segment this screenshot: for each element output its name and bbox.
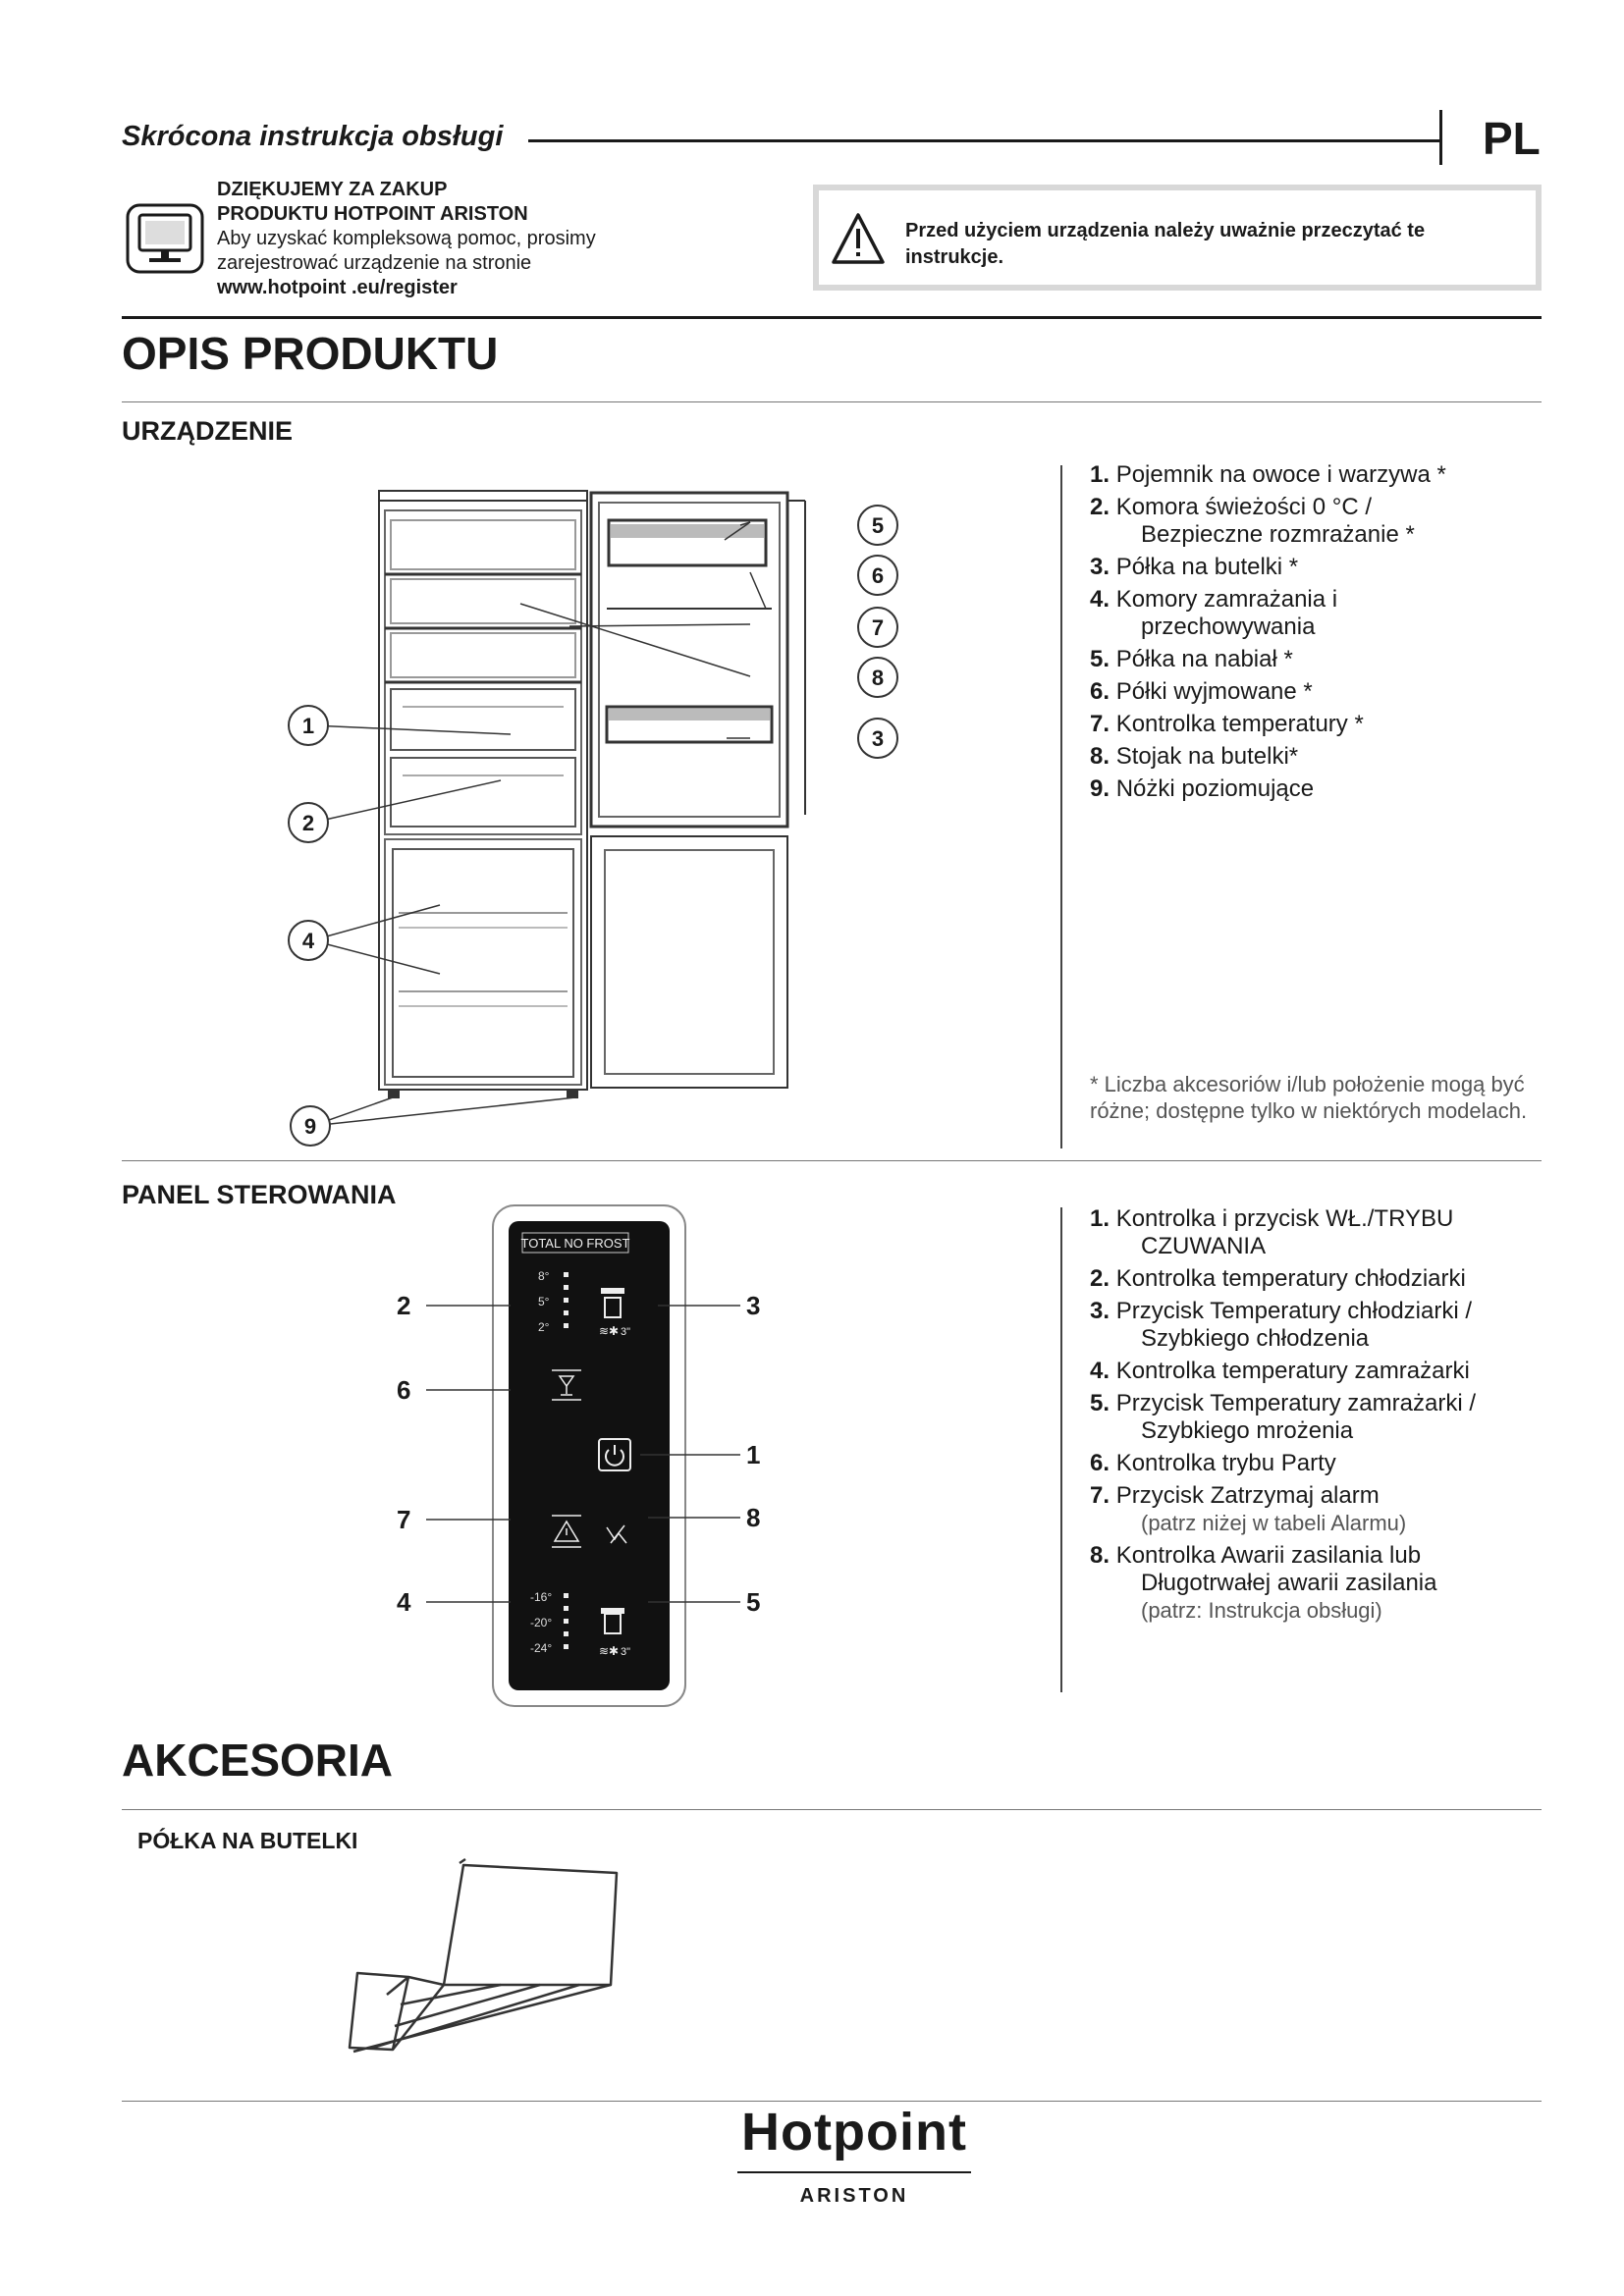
thanks-line: zarejestrować urządzenie na stronie (217, 252, 532, 274)
bottle-rack-drawing (344, 1855, 638, 2071)
section-rule (122, 1160, 1542, 1161)
panel-callout: 4 (397, 1587, 411, 1617)
list-item: 6. Półki wyjmowane * (1090, 678, 1313, 705)
panel-callout: 6 (397, 1375, 411, 1405)
fast-cool-label: 3" (621, 1326, 631, 1338)
header-rule (528, 139, 1441, 142)
list-item: 5. Przycisk Temperatury zamrażarki / Szybkiego mrożenia (1090, 1390, 1476, 1444)
control-panel-diagram (383, 1203, 776, 1714)
column-divider (1060, 465, 1062, 1148)
section-rule (122, 401, 1542, 402)
section-title-accessories: AKCESORIA (122, 1735, 394, 1786)
column-divider (1060, 1207, 1062, 1692)
freezer-temp-label: -24° (530, 1641, 553, 1655)
callout-8: 8 (871, 666, 885, 690)
list-item: 4. Komory zamrażania i przechowywania (1090, 586, 1338, 640)
svg-text:≋✱: ≋✱ (599, 1324, 620, 1338)
panel-callout: 1 (746, 1440, 761, 1469)
thanks-line: Aby uzyskać kompleksową pomoc, prosimy (217, 228, 596, 249)
panel-callout: 2 (397, 1291, 411, 1320)
accessory-title: PÓŁKA NA BUTELKI (137, 1828, 358, 1853)
list-item: 8. Kontrolka Awarii zasilania lub Długotrwałej awarii zasilania (patrz: Instrukcja obsługi) (1090, 1542, 1437, 1623)
brand-rule (737, 2171, 971, 2173)
panel-callout: 7 (397, 1505, 411, 1534)
list-item: 7. Kontrolka temperatury * (1090, 711, 1364, 737)
warning-icon (831, 212, 886, 265)
header-divider (1439, 110, 1442, 165)
svg-text:≋✱: ≋✱ (599, 1644, 620, 1658)
subsection-title-panel: PANEL STEROWANIA (122, 1180, 397, 1209)
accessories-footnote: * Liczba akcesoriów i/lub położenie mogą być różne; dostępne tylko w niektórych modelach. (1090, 1072, 1528, 1123)
callout-3: 3 (871, 726, 885, 751)
brand-name: Hotpoint (741, 2103, 967, 2162)
document-title: Skrócona instrukcja obsługi (122, 121, 504, 152)
warning-text: Przed użyciem urządzenia należy uważnie przeczytać te instrukcje. (905, 220, 1426, 268)
warning-box (813, 185, 1542, 291)
list-item: 2. Kontrolka temperatury chłodziarki (1090, 1265, 1466, 1292)
list-item: 6. Kontrolka trybu Party (1090, 1450, 1336, 1476)
freezer-temp-label: -20° (530, 1616, 553, 1629)
thanks-line: PRODUKTU HOTPOINT ARISTON (217, 203, 528, 225)
control-panel-list (1090, 1205, 1551, 1629)
appliance-parts-list (1090, 461, 1551, 808)
computer-icon (126, 203, 204, 274)
freezer-temp-label: -16° (530, 1590, 553, 1604)
list-item: 7. Przycisk Zatrzymaj alarm (patrz niżej w tabeli Alarmu) (1090, 1482, 1407, 1535)
fridge-temp-label: 8° (538, 1269, 550, 1283)
list-item: 3. Półka na butelki * (1090, 554, 1299, 580)
panel-callout: 5 (746, 1587, 761, 1617)
section-rule (122, 316, 1542, 319)
fridge-temp-label: 5° (538, 1295, 550, 1308)
list-item: 1. Pojemnik na owoce i warzywa * (1090, 461, 1446, 488)
register-url[interactable]: www.hotpoint .eu/register (217, 277, 458, 298)
panel-callout: 3 (746, 1291, 761, 1320)
fast-freeze-label: 3" (621, 1646, 631, 1658)
thanks-line: DZIĘKUJEMY ZA ZAKUP (217, 179, 448, 200)
callout-4: 4 (301, 929, 315, 953)
callout-7: 7 (871, 615, 885, 640)
fridge-diagram (275, 481, 1021, 1158)
panel-callout: 8 (746, 1503, 761, 1532)
section-rule (122, 2101, 1542, 2102)
language-code: PL (1483, 113, 1541, 164)
callout-5: 5 (871, 513, 885, 538)
section-title-product: OPIS PRODUKTU (122, 328, 499, 379)
list-item: 8. Stojak na butelki* (1090, 743, 1299, 770)
callout-6: 6 (871, 563, 885, 588)
callout-9: 9 (303, 1114, 317, 1139)
display-label: TOTAL NO FROST (520, 1236, 630, 1251)
section-rule (122, 1809, 1542, 1810)
list-item: 5. Półka na nabiał * (1090, 646, 1293, 672)
callout-1: 1 (301, 714, 315, 738)
fridge-temp-label: 2° (538, 1320, 550, 1334)
brand-logo (687, 2103, 1021, 2208)
list-item: 2. Komora świeżości 0 °C / Bezpieczne rozmrażanie * (1090, 494, 1415, 548)
list-item: 1. Kontrolka i przycisk WŁ./TRYBU CZUWANIA (1090, 1205, 1454, 1259)
list-item: 9. Nóżki poziomujące (1090, 775, 1315, 802)
callout-2: 2 (301, 811, 315, 835)
subsection-title-appliance: URZĄDZENIE (122, 416, 293, 446)
list-item: 3. Przycisk Temperatury chłodziarki / Szybkiego chłodzenia (1090, 1298, 1473, 1352)
brand-sub: ARISTON (799, 2185, 909, 2207)
list-item: 4. Kontrolka temperatury zamrażarki (1090, 1358, 1470, 1384)
registration-note (217, 178, 669, 300)
